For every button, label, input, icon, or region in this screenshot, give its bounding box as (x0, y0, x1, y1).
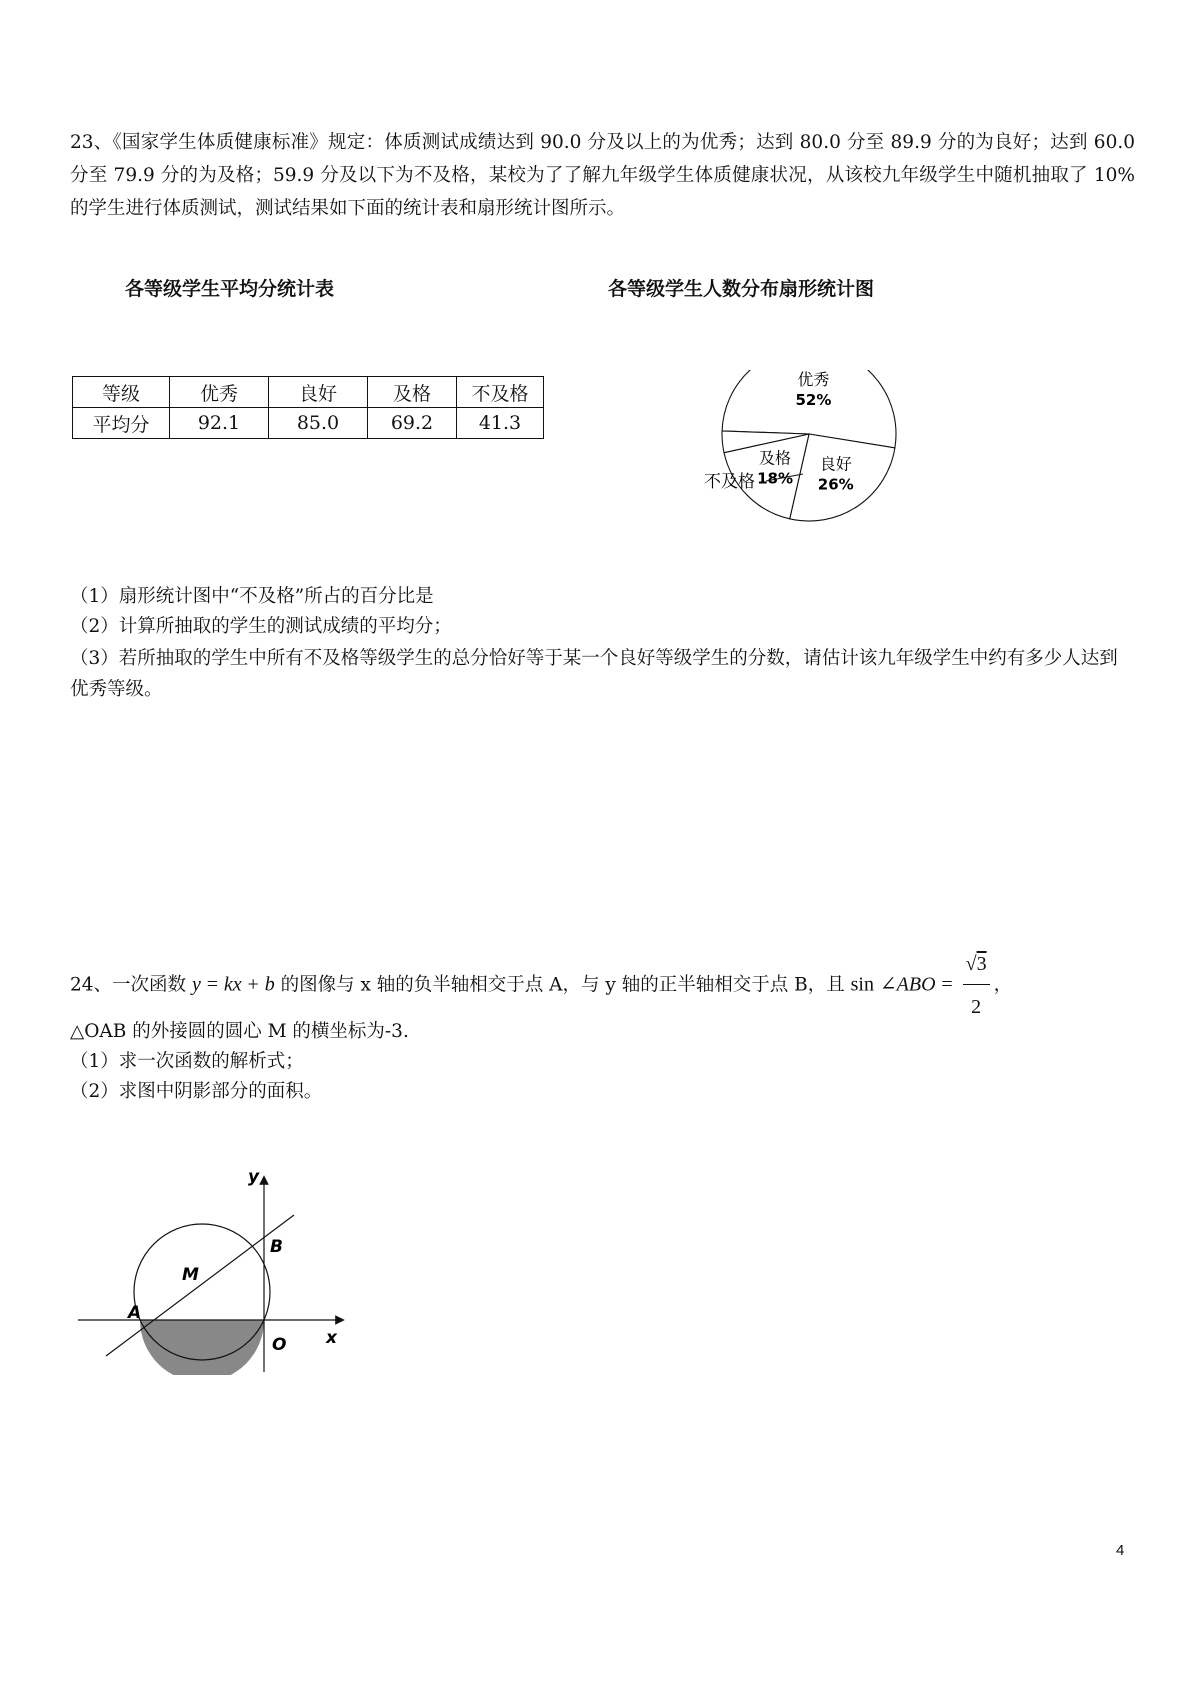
label-o: O (272, 1335, 287, 1355)
q24-mid-text: 的图像与 x 轴的负半轴相交于点 A，与 y 轴的正半轴相交于点 B，且 (280, 974, 845, 996)
table-row (73, 408, 544, 439)
table-cell: 92.1 (170, 408, 269, 439)
fraction-numerator: 3 (976, 953, 987, 975)
equation-kx: kx (223, 973, 242, 996)
equals-sign: = (941, 973, 953, 996)
pie-category-label: 优秀 (797, 370, 830, 389)
pie-percent-label: 18% (757, 469, 794, 488)
label-y: y (248, 1167, 260, 1187)
angle-abo: ∠ABO (879, 973, 936, 996)
q23-intro: 23、《国家学生体质健康标准》规定：体质测试成绩达到 90.0 分及以上的为优秀；达到 80.0 分至 89.9 分的为良好；达到 60.0 分至 79.9 分的为及格；59.9 分及以下为不及格，某校为了了解九年级学生体质健康状况，从该校九年级学生中随机抽取了 10%的学生进行体质测试，测试结果如下面的统计表和扇形统计图所示。 (70, 132, 1135, 219)
label-m: M (182, 1265, 199, 1285)
table-header-cell: 优秀 (170, 377, 269, 408)
table-header-cell: 良好 (269, 377, 368, 408)
equation-equals: = (206, 973, 218, 996)
q24-question-2: （2）求图中阴影部分的面积。 (70, 1081, 323, 1102)
table-header-cell: 及格 (368, 377, 457, 408)
table-header-cell: 不及格 (457, 377, 544, 408)
pie-percent-label: 26% (817, 475, 854, 494)
sin-text: sin (850, 973, 874, 996)
q24-line-end: ， (993, 974, 1013, 996)
q24-prefix: 24、一次函数 (70, 974, 187, 996)
grade-average-table (72, 376, 544, 439)
q24-question-1: （1）求一次函数的解析式； (70, 1051, 304, 1072)
fraction-sqrt3-over-2 (963, 944, 990, 1027)
q23-question-1: （1）扇形统计图中“不及格”所占的百分比是 (70, 586, 434, 607)
outside-label-fail: 不及格 (704, 472, 755, 492)
q23-question-3: （3）若所抽取的学生中所有不及格等级学生的总分恰好等于某一个良好等级学生的分数，请估计该九年级学生中约有多少人达到优秀等级。 (70, 648, 1118, 700)
pie-category-label: 良好 (819, 454, 852, 474)
sqrt-symbol: √ (965, 953, 977, 975)
pie-chart (690, 370, 1010, 570)
q24-line-2: △OAB 的外接圆的圆心 M 的横坐标为-3. (70, 1021, 409, 1042)
chart-title: 各等级学生人数分布扇形统计图 (608, 278, 875, 300)
page-number: 4 (1116, 1542, 1125, 1559)
shaded-segment (140, 1320, 264, 1375)
fraction-denominator: 2 (971, 996, 982, 1018)
label-a: A (128, 1303, 142, 1323)
table-row-label: 平均分 (73, 408, 170, 439)
table-cell: 85.0 (269, 408, 368, 439)
geometry-figure (70, 1160, 360, 1375)
label-x: x (326, 1328, 337, 1348)
pie-percent-label: 52% (795, 390, 832, 409)
table-cell: 41.3 (457, 408, 544, 439)
q23-question-2: （2）计算所抽取的学生的测试成绩的平均分； (70, 616, 452, 637)
table-title: 各等级学生平均分统计表 (125, 278, 335, 300)
table-header-cell: 等级 (73, 377, 170, 408)
equation-b: b (264, 973, 275, 996)
equation-plus: + (247, 973, 259, 996)
q24-line-1 (70, 944, 1160, 1027)
pie-category-label: 及格 (759, 448, 792, 468)
equation-y: y (191, 973, 201, 996)
table-header-row (73, 377, 544, 408)
label-b: B (270, 1237, 283, 1257)
table-cell: 69.2 (368, 408, 457, 439)
